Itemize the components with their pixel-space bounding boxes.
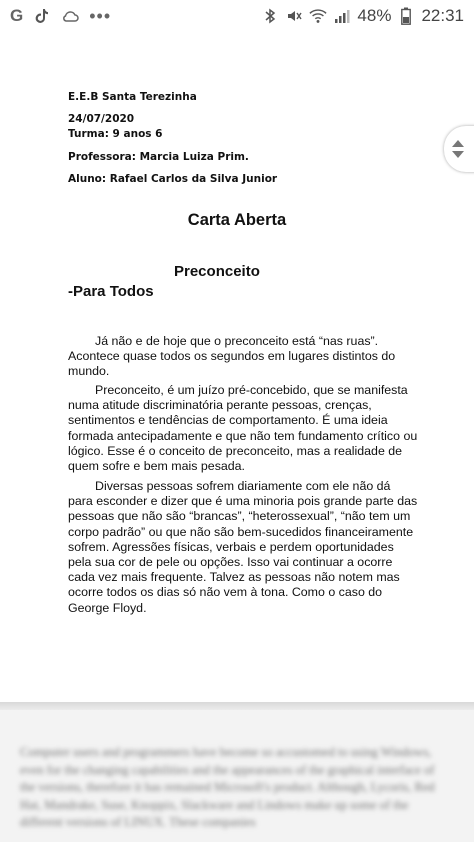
paragraph-2: Preconceito, é um juízo pré-concebido, que se manifesta numa atitude discriminatória perante pessoas, crenças, sentimentos e tendências de comportamento. É uma ideia formada antecipadamente e que não tem fundamento crítico ou lógico. Esse é o conceito de preconceito, mas a realidade de quem sofre e bem mais pesada.	[68, 383, 418, 474]
more-notifications-icon: •••	[89, 5, 112, 26]
wifi-icon	[309, 7, 327, 25]
clock: 22:31	[421, 6, 464, 25]
tiktok-icon	[33, 7, 51, 25]
teacher-label: Professora: Marcia Luiza Prim.	[68, 151, 249, 163]
signal-icon	[333, 7, 351, 25]
subtitle-preconceito: Preconceito	[174, 263, 260, 280]
status-bar-left	[10, 6, 111, 27]
scroll-up-icon[interactable]	[452, 140, 464, 147]
subtitle-para-todos: -Para Todos	[68, 283, 154, 300]
school-name: E.E.B Santa Terezinha	[68, 91, 197, 103]
paragraph-1: Já não e de hoje que o preconceito está “nas ruas”. Acontece quase todos os segundos em lugares distintos do mundo.	[68, 334, 396, 379]
scroll-down-icon[interactable]	[452, 151, 464, 158]
document-page	[0, 32, 474, 702]
status-bar	[0, 0, 474, 32]
class-label: Turma: 9 anos 6	[68, 128, 163, 140]
battery-percentage: 48%	[357, 6, 392, 25]
page-divider	[0, 702, 474, 710]
bluetooth-icon	[261, 7, 279, 25]
mute-icon	[285, 7, 303, 25]
next-page-preview[interactable]	[0, 710, 474, 842]
google-icon: G	[10, 6, 24, 25]
blurred-next-page-text: Computer users and programmers have become so accustomed to using Windows, even for the changing capabilities and the appearances of the graphical interface of the versions, therefore it has remained Microsoft's product. Although, Lycoris, Red Hat, Mandrake, Suse, Knoppix, Slackware and Lindows make up some of the different versions of LINUX. These companies	[20, 745, 435, 829]
status-bar-right	[261, 6, 464, 26]
student-label: Aluno: Rafael Carlos da Silva Junior	[68, 173, 278, 185]
document-date: 24/07/2020	[68, 113, 135, 125]
battery-icon	[397, 7, 415, 25]
paragraph-3: Diversas pessoas sofrem diariamente com ele não dá para esconder e dizer que é uma minoria pois grande parte das pessoas que não são “brancas”, “heterossexual”, “não tem um corpo padrão” ou que não são bem-sucedidos financeiramente sofrem. Agressões físicas, verbais e perdem oportunidades pela sua cor de pele ou opções. Isso vai continuar a ocorre cada vez mais frequente. Talvez as pessoas não notem mas ocorre todos os dias só não vem à tona. Como o caso do George Floyd.	[68, 479, 418, 615]
cloud-icon	[61, 7, 79, 25]
document-title: Carta Aberta	[187, 211, 287, 229]
